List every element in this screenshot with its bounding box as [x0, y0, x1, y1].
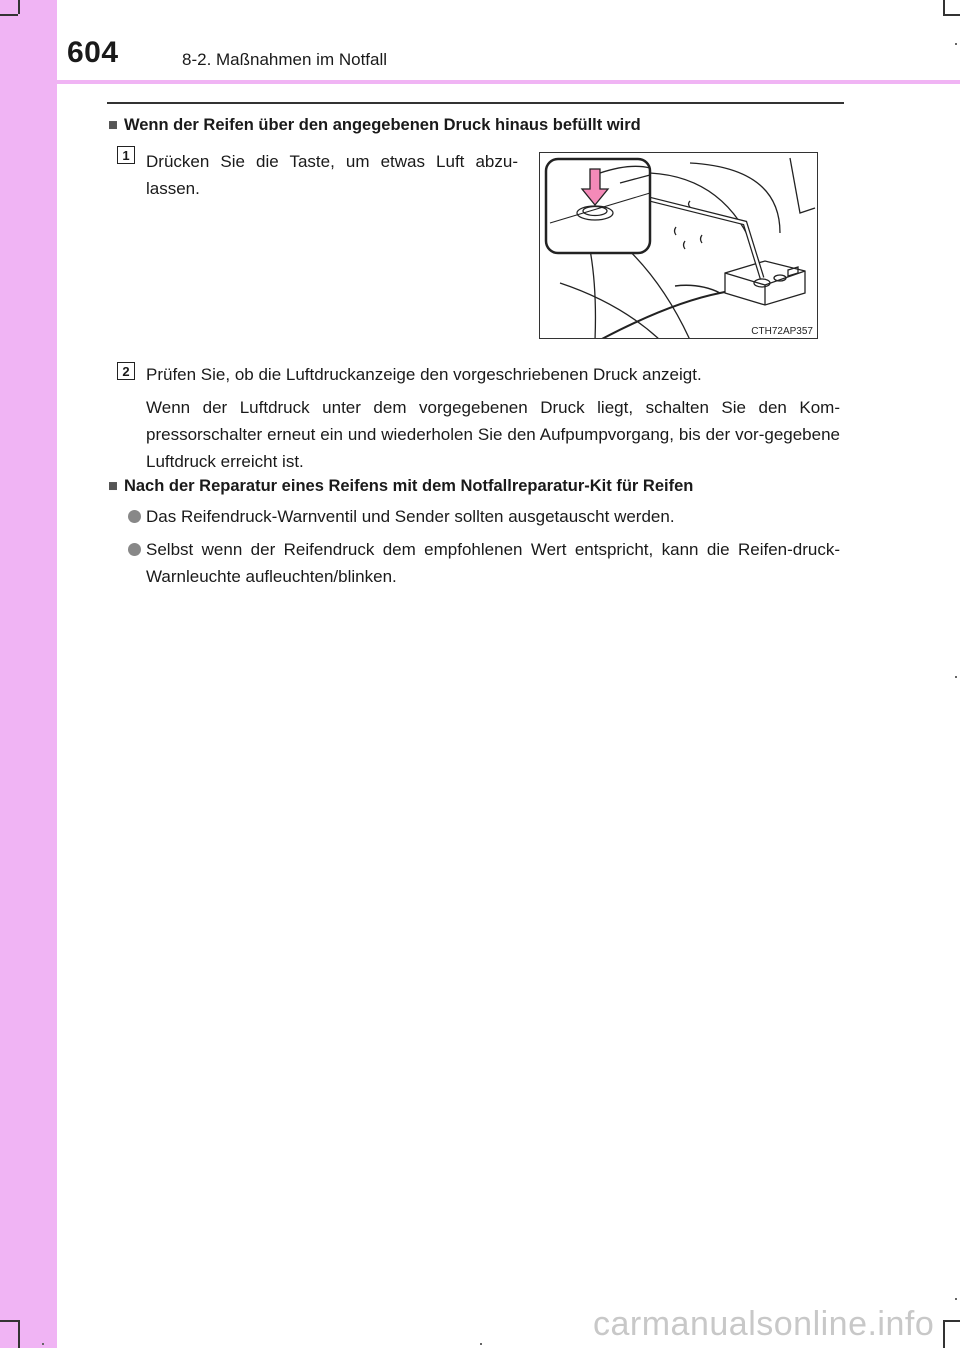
crop-mark — [18, 1320, 20, 1348]
bullet-item-1: Das Reifendruck-Warnventil und Sender sollten ausgetauscht werden. — [146, 507, 675, 526]
crop-mark — [18, 0, 20, 14]
crop-mark — [943, 1320, 960, 1322]
page-number: 604 — [67, 36, 119, 69]
bullet-icon — [128, 510, 141, 523]
register-dot — [480, 1343, 482, 1345]
crop-mark — [943, 14, 960, 16]
step-2-text — [146, 361, 846, 388]
step-number-1: 1 — [117, 146, 135, 164]
square-bullet-icon: ■ — [108, 116, 118, 134]
section-heading-overinflation — [108, 116, 641, 135]
step-1-text-content: Drücken Sie die Taste, um etwas Luft abzu-lassen. — [146, 152, 518, 198]
register-dot — [955, 676, 957, 678]
bullet-icon — [128, 543, 141, 556]
chapter-title: 8-2. Maßnahmen im Notfall — [182, 50, 388, 69]
compressor-drawing — [540, 153, 818, 339]
step-number-2: 2 — [117, 362, 135, 380]
register-dot — [955, 43, 957, 45]
page-sidebar — [0, 0, 57, 1348]
heading-text: Wenn der Reifen über den angegebenen Druck hinaus befüllt wird — [123, 116, 641, 134]
register-dot — [955, 1298, 957, 1300]
bullet-item-2: Selbst wenn der Reifendruck dem empfohlenen Wert entspricht, kann die Reifen-druck-Warnleuchte aufleuchten/blinken. — [146, 540, 840, 586]
section-heading-after-repair — [108, 477, 693, 496]
step-2-note — [146, 394, 840, 475]
step-2-text-content: Prüfen Sie, ob die Luftdruckanzeige den vorgeschriebenen Druck anzeigt. — [146, 365, 702, 384]
compressor-illustration — [539, 152, 818, 339]
section-rule — [107, 102, 844, 104]
step-2-note-content: Wenn der Luftdruck unter dem vorgegebenen Druck liegt, schalten Sie den Kom-pressorschalter erneut ein und wiederholen Sie den Aufpumpvorgang, bis der vor-gegebene Luftdruck erreicht ist. — [146, 398, 840, 471]
square-bullet-icon: ■ — [108, 477, 118, 495]
header-rule — [0, 80, 960, 84]
watermark: carmanualsonline.info — [593, 1305, 935, 1343]
crop-mark — [943, 1320, 945, 1348]
crop-mark — [0, 1320, 18, 1322]
crop-mark — [943, 0, 945, 14]
crop-mark — [0, 14, 18, 16]
figure-caption: CTH72AP357 — [751, 326, 813, 337]
heading-text: Nach der Reparatur eines Reifens mit dem Notfallreparatur-Kit für Reifen — [123, 477, 694, 495]
register-dot — [42, 1343, 44, 1345]
step-1-text — [146, 148, 518, 202]
